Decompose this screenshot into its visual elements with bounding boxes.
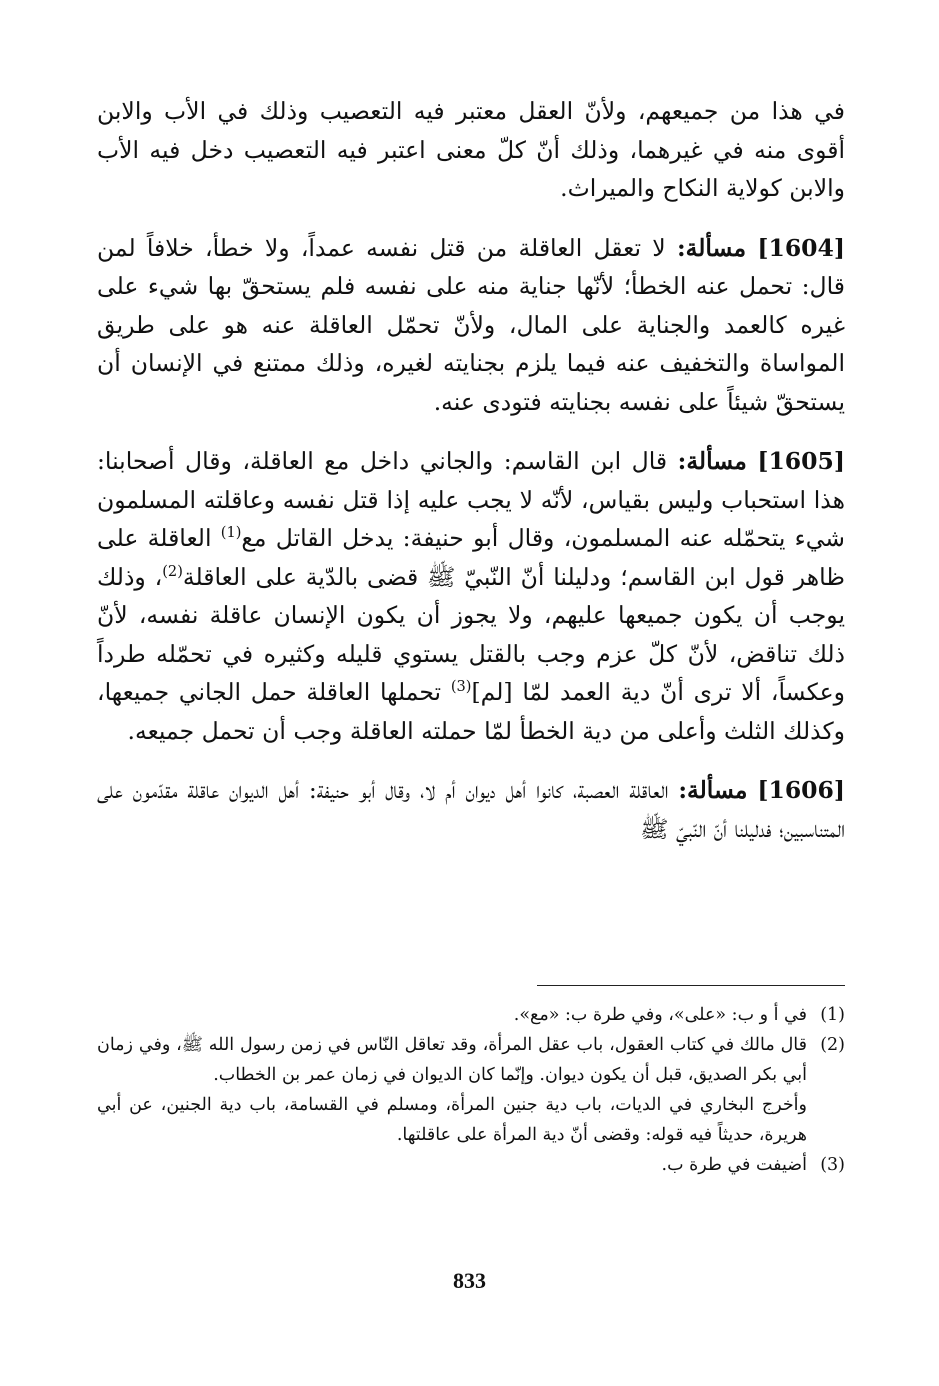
- issue-number: [1604]: [757, 233, 845, 262]
- main-text: [97, 92, 845, 869]
- footnote-number: (1): [820, 1005, 845, 1025]
- issue-keyword: مسألة:: [677, 447, 747, 475]
- footnote-text: في أ و ب: «على»، وفي طرة ب: «مع».: [513, 1005, 807, 1025]
- issue-keyword: مسألة:: [678, 776, 748, 804]
- paragraph-text: العاقلة العصبة، كانوا أهل ديوان أم لا، وقال أبو حنيفة: أهل الديوان عاقلة مقدّمون على المتناسبين؛ فدليلنا أنّ النّبيّ ﷺ: [97, 776, 845, 843]
- paragraph-text: العاقلة على ظاهر قول ابن القاسم؛ ودليلنا أنّ النّبيّ ﷺ قضى بالدّية على العاقلة: [97, 524, 845, 591]
- issue-number: [1605]: [757, 447, 845, 475]
- paragraph-text: في هذا من جميعهم، ولأنّ العقل معتبر فيه التعصيب وذلك في الأب والابن أقوى منه في غيرهما، وذلك أنّ كلّ معنى اعتبر فيه التعصيب دخل فيه الأب والابن كولاية النكاح والميراث.: [97, 97, 845, 202]
- footnote-text: وأخرج البخاري في الديات، باب دية جنين المرأة، ومسلم في القسامة، باب دية الجنين، عن أبي هريرة، حديثاً فيه قوله: وقضى أنّ دية المرأة على عاقلتها.: [97, 1095, 807, 1145]
- page-number: 833: [453, 1268, 486, 1293]
- footnote-number: (2): [820, 1035, 845, 1055]
- footnote-text: أضيفت في طرة ب.: [661, 1155, 807, 1175]
- footnote-divider: [537, 985, 845, 986]
- footnote-text: قال مالك في كتاب العقول، باب عقل المرأة، وقد تعاقل النّاس في زمن رسول الله ﷺ، وفي زمان أبي بكر الصديق، قبل أن يكون ديوان. وإنّما كان الديوان في زمان عمر بن الخطاب.: [97, 1035, 807, 1085]
- footnote-number: (3): [820, 1155, 845, 1175]
- footnote-item: [97, 1090, 845, 1150]
- paragraph-issue-1605: [97, 442, 845, 750]
- footnote-ref-3: (3): [450, 678, 472, 696]
- footnote-item: [97, 1030, 845, 1090]
- footnotes: [97, 1000, 845, 1180]
- footnote-number: [807, 1090, 845, 1150]
- paragraph-issue-1604: [97, 229, 845, 422]
- footnote-item: [97, 1000, 845, 1030]
- paragraph-text: لا تعقل العاقلة من قتل نفسه عمداً، ولا خطأ، خلافاً لمن قال: تحمل عنه الخطأ؛ لأنّها جناية منه على نفسه فلم يستحقّ بها شيء على غيره كالعمد والجناية على المال، ولأنّ تحمّل العاقلة عنه هو على طريق المواساة والتخفيف عنه فيما يلزم بجنايته لغيره، وذلك ممتنع في الإنسان أن يستحقّ شيئاً على نفسه بجنايته فتودى عنه.: [97, 233, 845, 416]
- paragraph-text: قال ابن القاسم: والجاني داخل مع العاقلة، وقال أصحابنا: هذا استحباب وليس بقياس، لأنّه لا يجب عليه إذا قتل نفسه وعاقلته المسلمون شيء يتحمّله عنه المسلمون، وقال أبو حنيفة: يدخل القاتل مع: [97, 447, 845, 552]
- issue-number: [1606]: [757, 776, 845, 804]
- issue-keyword: مسألة:: [676, 233, 747, 262]
- paragraph-text: ، وذلك يوجب أن يكون جميعها عليهم، ولا يجوز أن يكون الإنسان عاقلة نفسه، لأنّ ذلك تناقض، لأنّ كلّ عزم وجب بالقتل يستوي قليله وكثيره في تحمّله طرداً وعكساً، ألا ترى أنّ دية العمد لمّا [لم]: [97, 562, 845, 706]
- paragraph-issue-1606: [97, 771, 845, 848]
- footnote-item: [97, 1150, 845, 1180]
- footnote-ref-1: (1): [220, 524, 242, 542]
- footnote-ref-2: (2): [162, 562, 183, 580]
- paragraph-text: تحملها العاقلة حمل الجاني جميعها، وكذلك الثلث وأعلى من دية الخطأ لمّا حملته العاقلة وجب أن تحمل جميعه.: [97, 678, 845, 745]
- paragraph-continuation: [97, 92, 845, 208]
